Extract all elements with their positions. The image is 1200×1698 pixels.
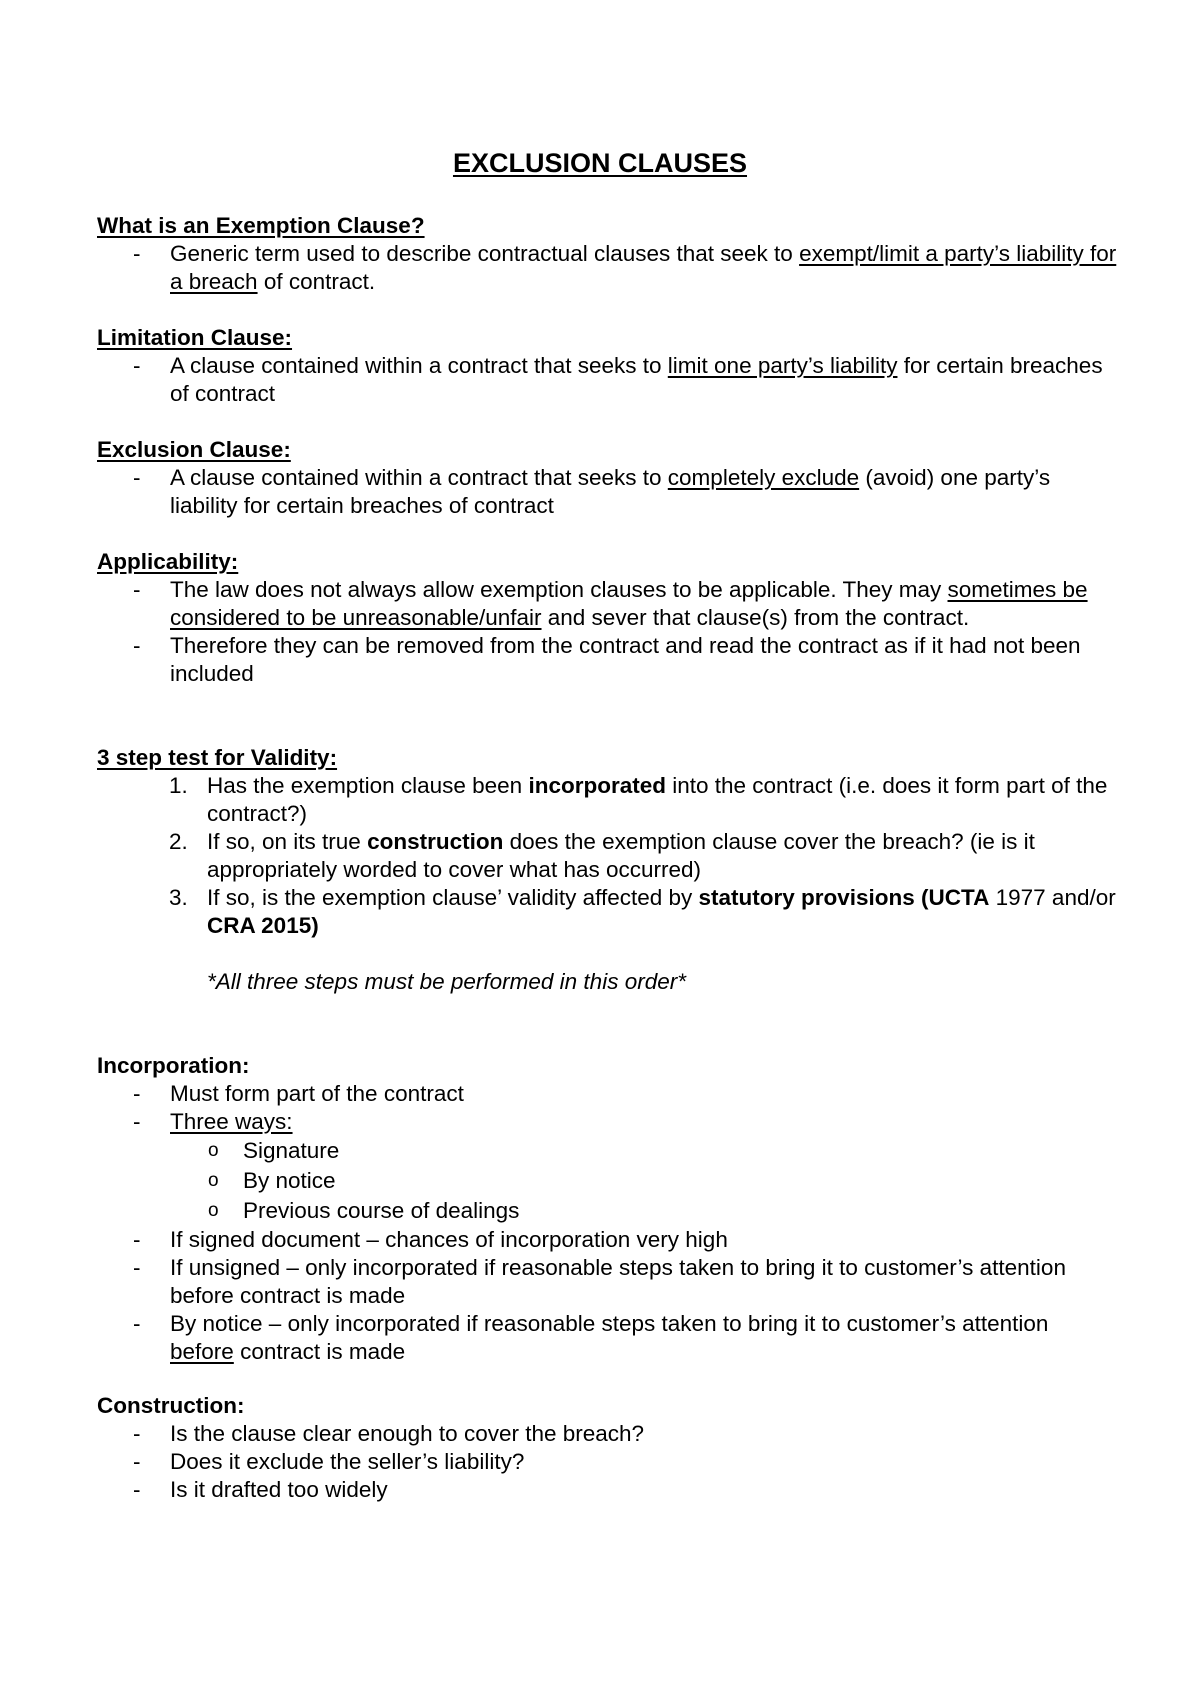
list-item — [97, 1136, 1117, 1166]
bullet-list — [97, 576, 1117, 688]
text-run: If unsigned – only incorporated if reasonable steps taken to bring it to customer’s attention before contract is made — [170, 1255, 1066, 1308]
bullet-list — [97, 1226, 1117, 1366]
document-title: EXCLUSION CLAUSES — [452, 148, 748, 178]
list-item — [97, 1080, 1117, 1108]
text-run: If so, on its true — [207, 829, 368, 854]
section-construction — [97, 1392, 1117, 1504]
list-item — [97, 1226, 1117, 1254]
list-item — [97, 772, 1117, 828]
list-item — [97, 1476, 1117, 1504]
dash-marker: - — [133, 1311, 141, 1336]
list-item — [97, 828, 1117, 884]
list-item — [97, 1420, 1117, 1448]
bold-text: construction — [367, 829, 504, 854]
underlined-text: before — [170, 1339, 234, 1364]
text-run: 1977 and/or — [989, 885, 1116, 910]
list-item — [97, 1310, 1117, 1366]
list-item — [97, 352, 1117, 408]
list-item — [97, 1254, 1117, 1310]
text-run: Is it drafted too widely — [170, 1477, 388, 1502]
text-run: (avoid) one party’s liability for certain breaches of contract — [170, 465, 1051, 518]
dash-marker: - — [133, 353, 141, 378]
section-applicability — [97, 548, 1117, 688]
text-run: contract is made — [233, 1339, 406, 1364]
number-marker: 1. — [169, 773, 188, 798]
section-heading: Exclusion Clause: — [97, 437, 291, 462]
section-heading: Incorporation: — [97, 1053, 250, 1078]
list-item — [97, 884, 1117, 940]
list-item — [97, 1196, 1117, 1226]
number-marker: 2. — [169, 829, 188, 854]
section-exclusion-clause — [97, 436, 1117, 520]
dash-marker: - — [133, 1255, 141, 1280]
text-run: If so, is the exemption clause’ validity affected by — [207, 885, 699, 910]
underlined-text: exempt/limit a party’s liability for a breach — [170, 241, 1117, 294]
bullet-list — [97, 1080, 1117, 1136]
dash-marker: - — [133, 1227, 141, 1252]
dash-marker: - — [133, 465, 141, 490]
section-incorporation — [97, 1052, 1117, 1366]
text-run: Is the clause clear enough to cover the breach? — [170, 1421, 645, 1446]
numbered-list — [97, 772, 1117, 940]
underlined-text: limit one party’s liability — [667, 353, 898, 378]
section-heading: Applicability: — [97, 549, 239, 574]
text-run: If signed document – chances of incorporation very high — [170, 1227, 728, 1252]
text-run: and sever that clause(s) from the contract. — [541, 605, 970, 630]
text-run: A clause contained within a contract that seeks to — [170, 353, 668, 378]
underlined-text: completely exclude — [667, 465, 860, 490]
text-run: Has the exemption clause been — [207, 773, 529, 798]
text-run: A clause contained within a contract that seeks to — [170, 465, 668, 490]
bold-text: CRA 2015) — [207, 913, 319, 938]
text-run: By notice — [243, 1168, 336, 1193]
section-heading: Construction: — [97, 1393, 245, 1418]
dash-marker: - — [133, 633, 141, 658]
text-run: By notice – only incorporated if reasonable steps taken to bring it to customer’s attention — [170, 1311, 1049, 1336]
dash-marker: - — [133, 241, 141, 266]
list-item — [97, 632, 1117, 688]
list-item — [97, 576, 1117, 632]
text-run: Previous course of dealings — [243, 1198, 520, 1223]
text-run: of contract. — [257, 269, 376, 294]
text-run: Must form part of the contract — [170, 1081, 464, 1106]
bullet-list — [97, 1420, 1117, 1504]
underlined-text: Three ways: — [170, 1109, 293, 1134]
dash-marker: - — [133, 1081, 141, 1106]
text-run: Generic term used to describe contractual clauses that seek to — [170, 241, 800, 266]
section-exemption-clause — [97, 212, 1117, 296]
dash-marker: - — [133, 1109, 141, 1134]
bold-text: statutory provisions (UCTA — [698, 885, 990, 910]
dash-marker: - — [133, 1477, 141, 1502]
list-item — [97, 1108, 1117, 1136]
section-heading: What is an Exemption Clause? — [97, 213, 425, 238]
text-run: Does it exclude the seller’s liability? — [170, 1449, 525, 1474]
section-limitation-clause — [97, 324, 1117, 408]
section-heading: 3 step test for Validity: — [97, 745, 338, 770]
bold-text: incorporated — [528, 773, 666, 798]
order-note: *All three steps must be performed in this order* — [207, 969, 686, 994]
sub-bullet-list — [97, 1136, 1117, 1226]
number-marker: 3. — [169, 885, 188, 910]
text-run: Signature — [243, 1138, 340, 1163]
bullet-list — [97, 352, 1117, 408]
dash-marker: - — [133, 1449, 141, 1474]
dash-marker: - — [133, 577, 141, 602]
list-item — [97, 464, 1117, 520]
text-run: Therefore they can be removed from the contract and read the contract as if it had not been included — [170, 633, 1081, 686]
text-run: for certain breaches of contract — [170, 353, 1103, 406]
section-heading: Limitation Clause: — [97, 325, 293, 350]
bullet-list — [97, 464, 1117, 520]
text-run: The law does not always allow exemption clauses to be applicable. They may — [170, 577, 948, 602]
underlined-text: sometimes be considered to be unreasonable/unfair — [170, 577, 1088, 630]
list-item — [97, 240, 1117, 296]
circle-marker: o — [208, 1140, 219, 1161]
circle-marker: o — [208, 1170, 219, 1191]
section-three-step-test — [97, 744, 1117, 996]
bullet-list — [97, 240, 1117, 296]
list-item — [97, 1448, 1117, 1476]
list-item — [97, 1166, 1117, 1196]
circle-marker: o — [208, 1200, 219, 1221]
dash-marker: - — [133, 1421, 141, 1446]
text-run: does the exemption clause cover the breach? (ie is it appropriately worded to cover what has occurred) — [207, 829, 1035, 882]
text-run: into the contract (i.e. does it form part of the contract?) — [207, 773, 1108, 826]
